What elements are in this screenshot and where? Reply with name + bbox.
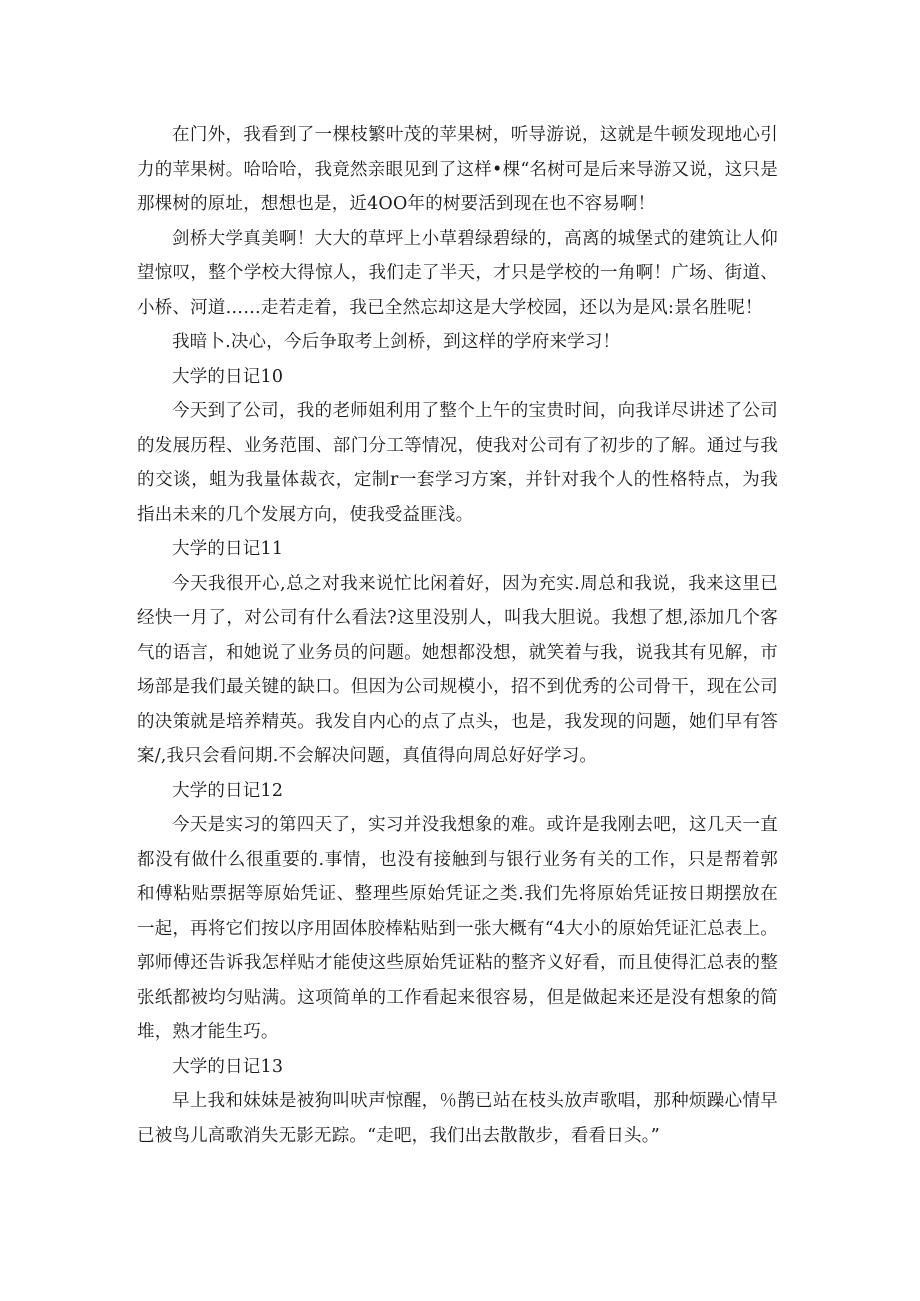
document-page bbox=[137, 118, 778, 1153]
heading-diary-12: 大学的日记12 bbox=[172, 780, 284, 801]
heading-diary-10: 大学的日记10 bbox=[172, 366, 284, 387]
paragraph-diary-12: 今天是实习的第四天了，实习并没我想象的难。或许是我刚去吧，这几天一直都没有做什么很重要的.事情，也没有接触到与银行业务有关的工作，只是帮着郭和傅粘贴票据等原始凭证、整理些原始凭证之类.我们先将原始凭证按日期摆放在一起，再将它们按以序用固体胶棒粘贴到一张大概有“4大小的原始凭证汇总表上。郭师傅还告诉我怎样贴才能使这些原始凭证粘的整齐义好看，而且使得汇总表的整张纸都被均匀贴满。这项简单的工作看起来很容易，但是做起来还是没有想象的简堆，熟才能生巧。 bbox=[137, 815, 778, 1042]
heading-diary-11: 大学的日记11 bbox=[172, 539, 284, 559]
heading-diary-13: 大学的日记13 bbox=[172, 1056, 284, 1077]
paragraph-diary-10: 今天到了公司，我的老师姐利用了整个上午的宝贵时间，向我详尽讲述了公司的发展历程、业务范围、部门分工等情况，使我对公司有了初步的了解。通过与我的交谈，蛆为我量体裁衣，定制r一套学习方案，并针对我个人的性格特点，为我指出未来的几个发展方向，使我受益匪浅。 bbox=[137, 401, 778, 525]
paragraph-diary-11: 今天我很开心,总之对我来说忙比闲着好，因为充实.周总和我说，我来这里已经快一月了，对公司有什么看法?这里没别人，叫我大胆说。我想了想,添加几个客气的语言，和她说了业务员的问题。她想都没想，就笑着与我，说我其有见解，市场部是我们最关键的缺口。但因为公司规模小，招不到优秀的公司骨干，现在公司的决策就是培养精英。我发自内心的点了点头，也是，我发现的问题，她们早有答案/,我只会看问期.不会解决问题，真值得向周总好好学习。 bbox=[137, 573, 778, 766]
paragraph-resolution: 我暗卜.决心，今后争取考上剑桥，到这样的学府来学习！ bbox=[172, 332, 621, 352]
paragraph-diary-13: 早上我和妹妹是被狗叫吠声惊醒，％鹊已站在枝头放声歌唱，那种烦躁心情早已被鸟儿高歌消失无影无踪。“走吧，我们出去散散步，看看日头。” bbox=[137, 1091, 778, 1146]
paragraph-apple-tree: 在门外，我看到了一棵枝繁叶茂的苹果树，听导游说，这就是牛顿发现地心引力的苹果树。哈哈哈，我竟然亲眼见到了这样•棵“名树可是后来导游又说，这只是那棵树的原址，想想也是，近4OO年的树要活到现在也不容易啊！ bbox=[137, 125, 778, 214]
paragraph-cambridge: 剑桥大学真美啊！大大的草坪上小草碧绿碧绿的，高离的城堡式的建筑让人仰望惊叹，整个学校大得惊人，我们走了半天，才只是学校的一角啊！广场、街道、小桥、河道……走若走着，我已全然忘却这是大学校园，还以为是风:景名胜呢！ bbox=[137, 228, 778, 318]
